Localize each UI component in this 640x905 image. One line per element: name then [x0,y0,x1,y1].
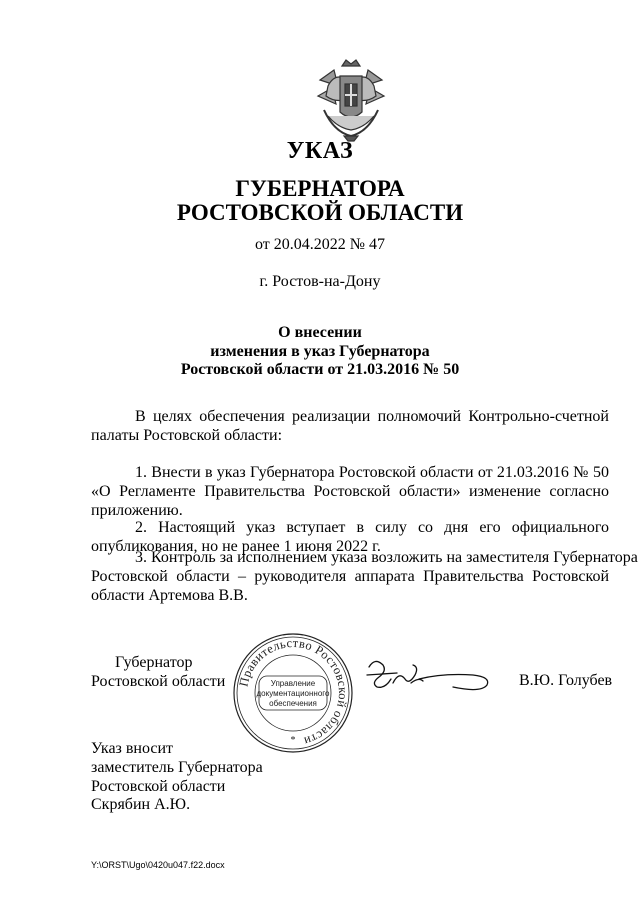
paragraph-line: 1. Внести в указ Губернатора Ростовской области от 21.03.2016 № 50 [135,464,609,481]
stamp-center-line: документационного [256,689,330,698]
paragraph-line: области Артемова В.В. [91,586,248,604]
file-path-footer: Y:\ORST\Ugo\0420u047.f22.docx [91,860,225,870]
document-type: УКАЗ [286,138,354,164]
introduced-by-block [91,740,263,815]
issuer-line-2: РОСТОВСКОЙ ОБЛАСТИ [176,200,464,225]
paragraph-line: палаты Ростовской области: [91,426,283,444]
signatory-name: В.Ю. Голубев [519,672,613,689]
paragraph-line: 2. Настоящий указ вступает в силу со дня его официального [135,519,609,536]
signatory-position [91,654,225,692]
paragraph-line: опубликования, но не ранее 1 июня 2022 г. [91,537,381,555]
paragraph-line: приложению. [91,501,183,519]
document-subject [0,324,640,380]
date-and-number: от 20.04.2022 № 47 [254,236,386,253]
paragraph-line: 3. Контроль за исполнением указа возложить на заместителя Губернатора [135,549,638,566]
item-1-paragraph [91,464,609,520]
issuer-line-1: ГУБЕРНАТОРА [235,176,405,201]
position-line: Ростовской области [91,672,226,690]
stamp-star: * [290,735,296,746]
paragraph-line: Ростовской области – руководителя аппарата Правительства Ростовской [91,567,609,585]
introduced-by-line: заместитель Губернатора [91,758,263,776]
stamp-center-line: Управление [270,679,316,688]
item-3-paragraph [91,549,638,605]
coat-of-arms-icon [314,56,388,142]
subject-line: Ростовской области от 21.03.2016 № 50 [180,361,460,378]
introduced-by-line: Ростовской области [91,777,226,795]
handwritten-signature-icon [363,653,493,697]
subject-line: О внесении [278,324,362,341]
introduced-by-line: Скрябин А.Ю. [91,796,191,814]
preamble-paragraph [91,408,609,446]
introduced-by-line: Указ вносит [91,740,174,757]
paragraph-line: «О Регламенте Правительства Ростовской области» изменение согласно [91,482,609,500]
paragraph-line: В целях обеспечения реализации полномочий Контрольно-счетной [135,408,609,425]
position-line: Губернатор [115,654,193,671]
city: г. Ростов-на-Дону [259,273,381,290]
stamp-center-line: обеспечения [269,699,317,708]
stamp-ring-text: Правительство Ростовской области [236,635,351,749]
subject-line: изменения в указ Губернатора [210,342,430,360]
official-stamp [232,632,354,754]
